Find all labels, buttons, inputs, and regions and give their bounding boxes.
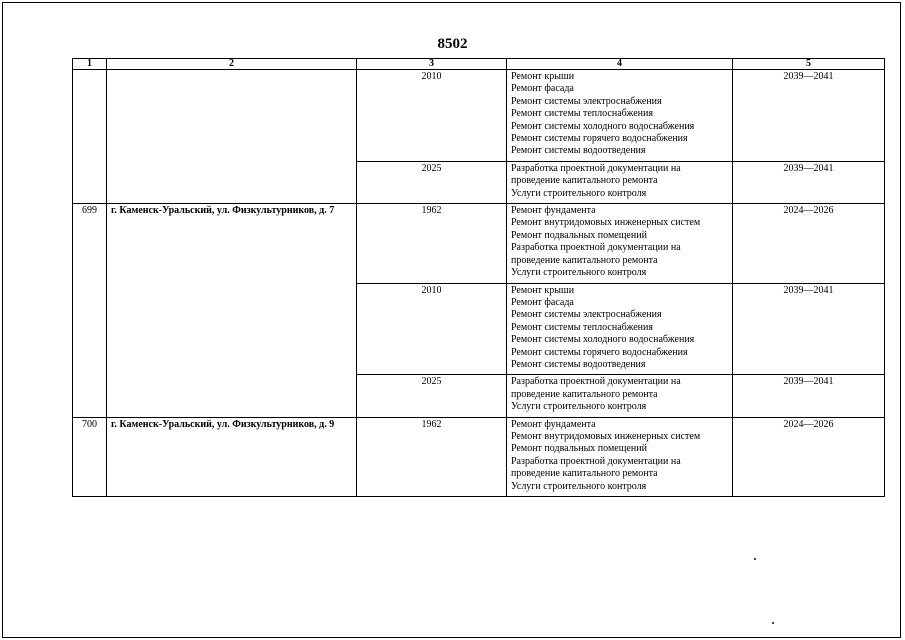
work-item: проведение капитального ремонта: [511, 254, 658, 266]
period-cell: 2024—2026: [733, 204, 885, 283]
work-item: Ремонт системы электроснабжения: [511, 95, 662, 107]
work-item: Ремонт системы горячего водоснабжения: [511, 133, 688, 145]
period-cell: 2039—2041: [733, 161, 885, 203]
table-row: [73, 70, 885, 162]
period-cell: 2024—2026: [733, 417, 885, 496]
scan-speck: [772, 622, 774, 624]
year-cell: 2025: [357, 375, 507, 417]
row-number: [73, 70, 107, 204]
year-cell: 2010: [357, 70, 507, 162]
work-item: Ремонт внутридомовых инженерных систем: [511, 217, 701, 229]
row-number: 700: [73, 417, 107, 496]
work-item: Ремонт системы электроснабжения: [511, 309, 662, 321]
column-header: 4: [507, 59, 733, 70]
table-body: [73, 70, 885, 497]
work-item: Услуги строительного контроля: [511, 187, 647, 199]
works-cell: [507, 375, 733, 417]
period-cell: 2039—2041: [733, 375, 885, 417]
work-item: Ремонт фасада: [511, 83, 574, 95]
page-number: 8502: [437, 36, 468, 52]
work-item: Ремонт фундамента: [511, 205, 596, 217]
work-item: Ремонт крыши: [511, 284, 575, 296]
address-cell: г. Каменск-Уральский, ул. Физкультурников, д. 7: [107, 204, 357, 418]
column-header: 2: [107, 59, 357, 70]
work-item: Разработка проектной документации на: [511, 162, 681, 174]
period-cell: 2039—2041: [733, 283, 885, 375]
work-item: проведение капитального ремонта: [511, 468, 658, 480]
work-item: Ремонт системы водоотведения: [511, 358, 646, 370]
works-cell: [507, 417, 733, 496]
work-item: Ремонт системы горячего водоснабжения: [511, 346, 688, 358]
year-cell: 1962: [357, 204, 507, 283]
scan-speck: [754, 558, 756, 560]
table-header-row: [73, 59, 885, 70]
address-cell: г. Каменск-Уральский, ул. Физкультурников, д. 9: [107, 417, 357, 496]
work-item: Ремонт фасада: [511, 296, 574, 308]
work-item: Ремонт системы водоотведения: [511, 145, 646, 157]
table-row: [73, 417, 885, 496]
works-cell: [507, 70, 733, 162]
work-item: Ремонт системы теплоснабжения: [511, 321, 653, 333]
work-item: проведение капитального ремонта: [511, 175, 658, 187]
work-item: Разработка проектной документации на: [511, 376, 681, 388]
column-header: 5: [733, 59, 885, 70]
table-row: [73, 204, 885, 283]
work-item: Ремонт фундамента: [511, 418, 596, 430]
works-cell: [507, 283, 733, 375]
work-item: Ремонт крыши: [511, 71, 575, 82]
period-cell: 2039—2041: [733, 70, 885, 162]
year-cell: 2025: [357, 161, 507, 203]
column-header: 3: [357, 59, 507, 70]
work-item: Ремонт системы холодного водоснабжения: [511, 120, 695, 132]
work-item: Ремонт подвальных помещений: [511, 229, 647, 241]
work-item: Ремонт системы холодного водоснабжения: [511, 334, 695, 346]
works-cell: [507, 161, 733, 203]
work-item: Разработка проектной документации на: [511, 455, 681, 467]
address-cell: [107, 70, 357, 204]
row-number: 699: [73, 204, 107, 418]
work-item: Услуги строительного контроля: [511, 480, 647, 492]
work-item: Ремонт подвальных помещений: [511, 443, 647, 455]
works-cell: [507, 204, 733, 283]
year-cell: 1962: [357, 417, 507, 496]
work-item: Услуги строительного контроля: [511, 401, 647, 413]
repair-schedule-table: [72, 58, 885, 497]
work-item: Разработка проектной документации на: [511, 242, 681, 254]
work-item: проведение капитального ремонта: [511, 388, 658, 400]
work-item: Ремонт системы теплоснабжения: [511, 108, 653, 120]
column-header: 1: [73, 59, 107, 70]
work-item: Услуги строительного контроля: [511, 267, 647, 279]
work-item: Ремонт внутридомовых инженерных систем: [511, 430, 701, 442]
year-cell: 2010: [357, 283, 507, 375]
